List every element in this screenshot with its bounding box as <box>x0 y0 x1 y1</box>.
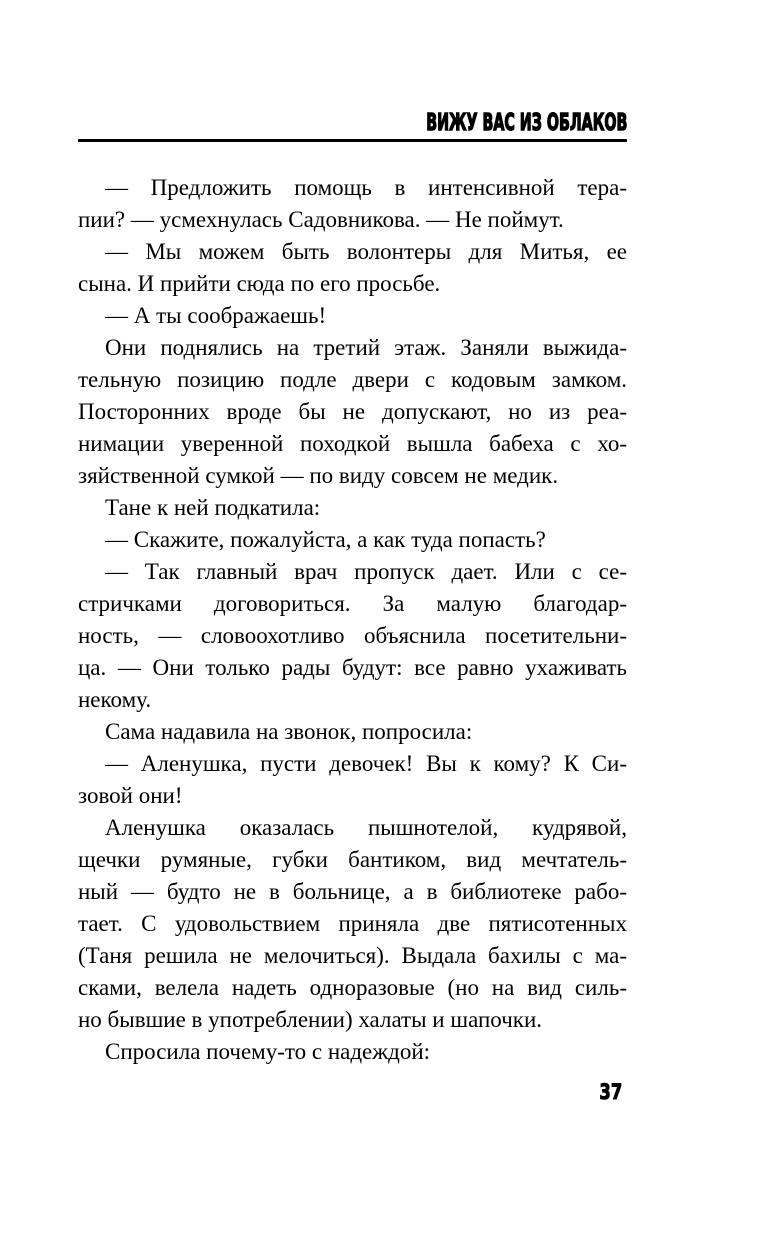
page-number: 37 <box>599 1080 622 1104</box>
text-line: стричками договориться. За малую благодар- <box>78 591 627 616</box>
text-line: ность, — словоохотливо объяснила посетительни- <box>78 623 627 648</box>
text-line: ный — будто не в больнице, а в библиотеке рабо- <box>78 879 627 904</box>
text-line: — Скажите, пожалуйста, а как туда попасть? <box>105 527 546 552</box>
text-line: тает. С удовольствием приняла две пятисотенных <box>78 911 627 936</box>
paragraph <box>78 556 627 716</box>
text-line: — Предложить помощь в интенсивной тера- <box>105 175 627 200</box>
text-line: сына. И прийти сюда по его просьбе. <box>78 271 441 296</box>
text-line: нимации уверенной походкой вышла бабеха с хо- <box>78 431 627 456</box>
text-line: — А ты соображаешь! <box>105 303 327 328</box>
text-line: Посторонних вроде бы не допускают, но из реа- <box>78 399 627 424</box>
text-line: — Мы можем быть волонтеры для Митья, ее <box>105 239 627 264</box>
text-line: ца. — Они только рады будут: все равно ухаживать <box>78 655 627 680</box>
text-line: (Таня решила не мелочиться). Выдала бахилы с ма- <box>78 943 627 968</box>
text-line: Сама надавила на звонок, попросила: <box>105 719 473 744</box>
paragraph <box>78 812 627 1036</box>
paragraph <box>78 492 627 524</box>
running-head <box>78 108 627 138</box>
text-line: но бывшие в употреблении) халаты и шапочки. <box>78 1007 542 1032</box>
paragraph <box>78 332 627 492</box>
text-line: сками, велела надеть одноразовые (но на вид силь- <box>78 975 627 1000</box>
paragraph <box>78 236 627 300</box>
paragraph <box>78 1036 627 1068</box>
text-line: зовой они! <box>78 783 183 808</box>
text-line: — Так главный врач пропуск дает. Или с се- <box>105 559 627 584</box>
text-line: пии? — усмехнулась Садовникова. — Не поймут. <box>78 207 564 232</box>
paragraph <box>78 172 627 236</box>
text-line: Аленушка оказалась пышнотелой, кудрявой, <box>105 815 627 840</box>
text-block <box>78 172 627 1068</box>
text-line: зяйственной сумкой — по виду совсем не медик. <box>78 463 559 488</box>
paragraph <box>78 524 627 556</box>
header-rule <box>78 139 627 142</box>
paragraph <box>78 716 627 748</box>
text-line: некому. <box>78 687 152 712</box>
paragraph <box>78 748 627 812</box>
paragraph <box>78 300 627 332</box>
text-line: Они поднялись на третий этаж. Заняли выжида- <box>105 335 627 360</box>
text-line: — Аленушка, пусти девочек! Вы к кому? К Си- <box>105 751 627 776</box>
text-line: щечки румяные, губки бантиком, вид мечтатель- <box>78 847 627 872</box>
text-line: тельную позицию подле двери с кодовым замком. <box>78 367 627 392</box>
running-title: ВИЖУ ВАС ИЗ ОБЛАКОВ <box>425 110 627 136</box>
text-line: Тане к ней подкатила: <box>105 495 321 520</box>
text-line: Спросила почему-то с надеждой: <box>105 1039 431 1064</box>
